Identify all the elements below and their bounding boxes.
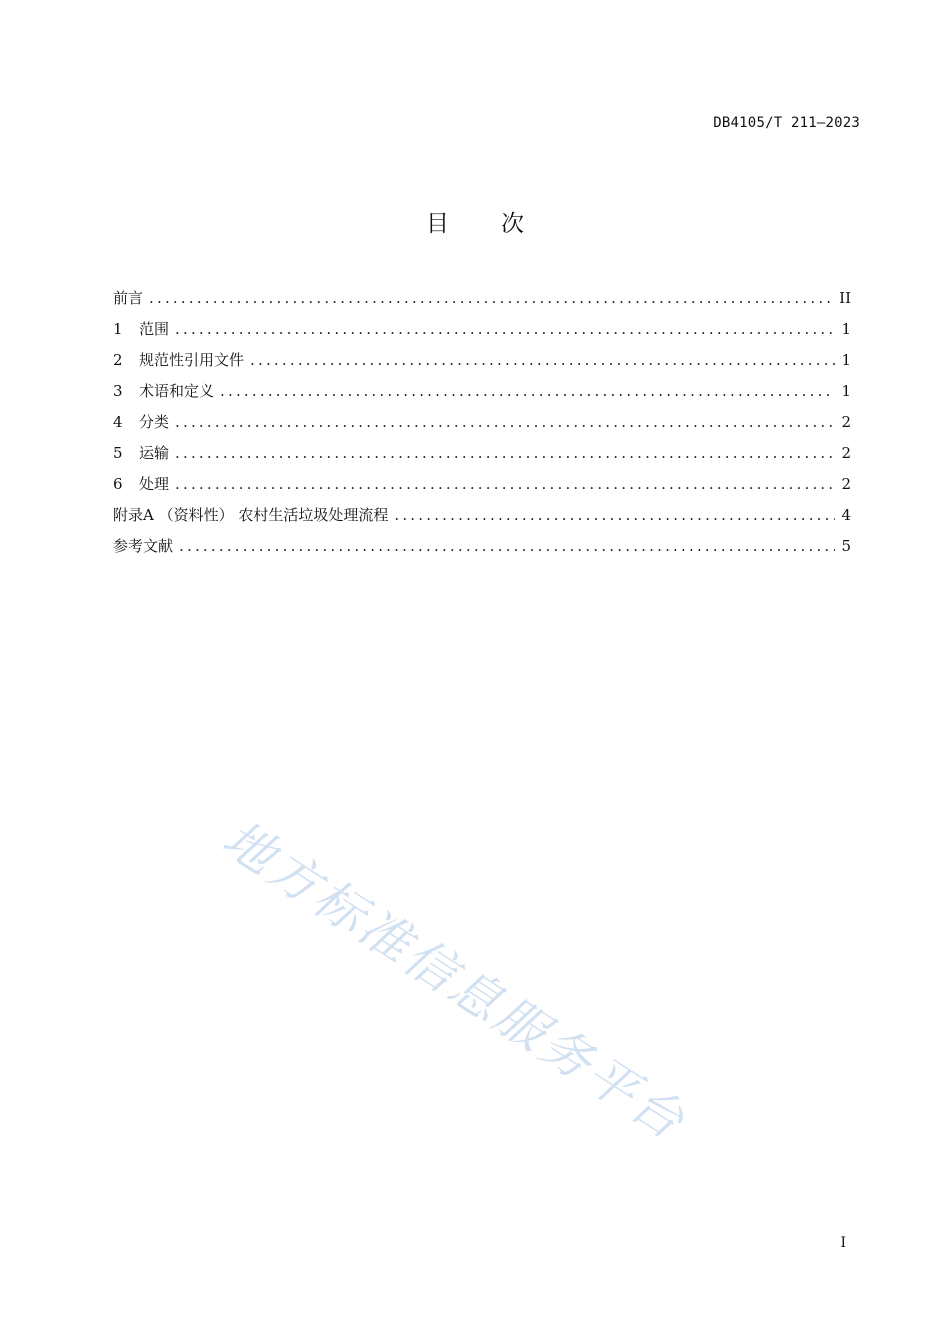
toc-leader-dots	[179, 537, 835, 555]
toc-entry-normative-references[interactable]	[113, 349, 851, 380]
toc-entry-terms[interactable]	[113, 380, 851, 411]
toc-leader-dots	[175, 444, 835, 462]
table-of-contents	[113, 287, 851, 566]
watermark: 地方标准信息服务平台	[212, 809, 697, 1152]
toc-leader-dots	[175, 413, 835, 431]
toc-entry-transport[interactable]	[113, 442, 851, 473]
toc-entry-label: 前言	[113, 289, 144, 307]
toc-entry-number: 6	[113, 475, 123, 493]
toc-entry-number: 3	[113, 382, 123, 400]
toc-entry-page: 1	[841, 320, 851, 338]
toc-entry-bibliography[interactable]	[113, 535, 851, 566]
toc-entry-label: 分类	[139, 413, 170, 431]
toc-entry-number: 5	[113, 444, 123, 462]
toc-leader-dots	[250, 351, 835, 369]
toc-entry-page: 1	[841, 382, 851, 400]
toc-leader-dots	[220, 382, 835, 400]
toc-leader-dots	[175, 320, 835, 338]
toc-entry-appendix-a[interactable]	[113, 504, 851, 535]
toc-leader-dots	[175, 475, 835, 493]
toc-leader-dots	[149, 289, 833, 307]
page-number: I	[840, 1235, 846, 1251]
toc-entry-foreword[interactable]	[113, 287, 851, 318]
toc-title-right: 次	[501, 211, 524, 237]
toc-entry-label: 处理	[139, 475, 170, 493]
toc-entry-page: 2	[841, 444, 851, 462]
toc-entry-page: 2	[841, 413, 851, 431]
toc-entry-label: 术语和定义	[139, 382, 215, 400]
toc-entry-label: 范围	[139, 320, 170, 338]
toc-entry-number: 4	[113, 413, 123, 431]
toc-entry-label: 运输	[139, 444, 170, 462]
toc-entry-label: 参考文献	[113, 537, 174, 555]
toc-entry-number: 2	[113, 351, 123, 369]
toc-entry-treatment[interactable]	[113, 473, 851, 504]
toc-entry-page: 5	[841, 537, 851, 555]
toc-entry-label: 附录A （资料性） 农村生活垃圾处理流程	[113, 506, 389, 524]
toc-entry-number: 1	[113, 320, 123, 338]
toc-entry-page: 1	[841, 351, 851, 369]
toc-leader-dots	[394, 506, 835, 524]
toc-title	[0, 205, 950, 238]
toc-entry-classification[interactable]	[113, 411, 851, 442]
toc-entry-label: 规范性引用文件	[139, 351, 245, 369]
toc-entry-page: 2	[841, 475, 851, 493]
document-code: DB4105/T 211—2023	[713, 115, 860, 131]
toc-entry-page: 4	[841, 506, 851, 524]
toc-entry-page: II	[839, 289, 851, 307]
toc-entry-scope[interactable]	[113, 318, 851, 349]
toc-title-left: 目	[426, 211, 449, 237]
